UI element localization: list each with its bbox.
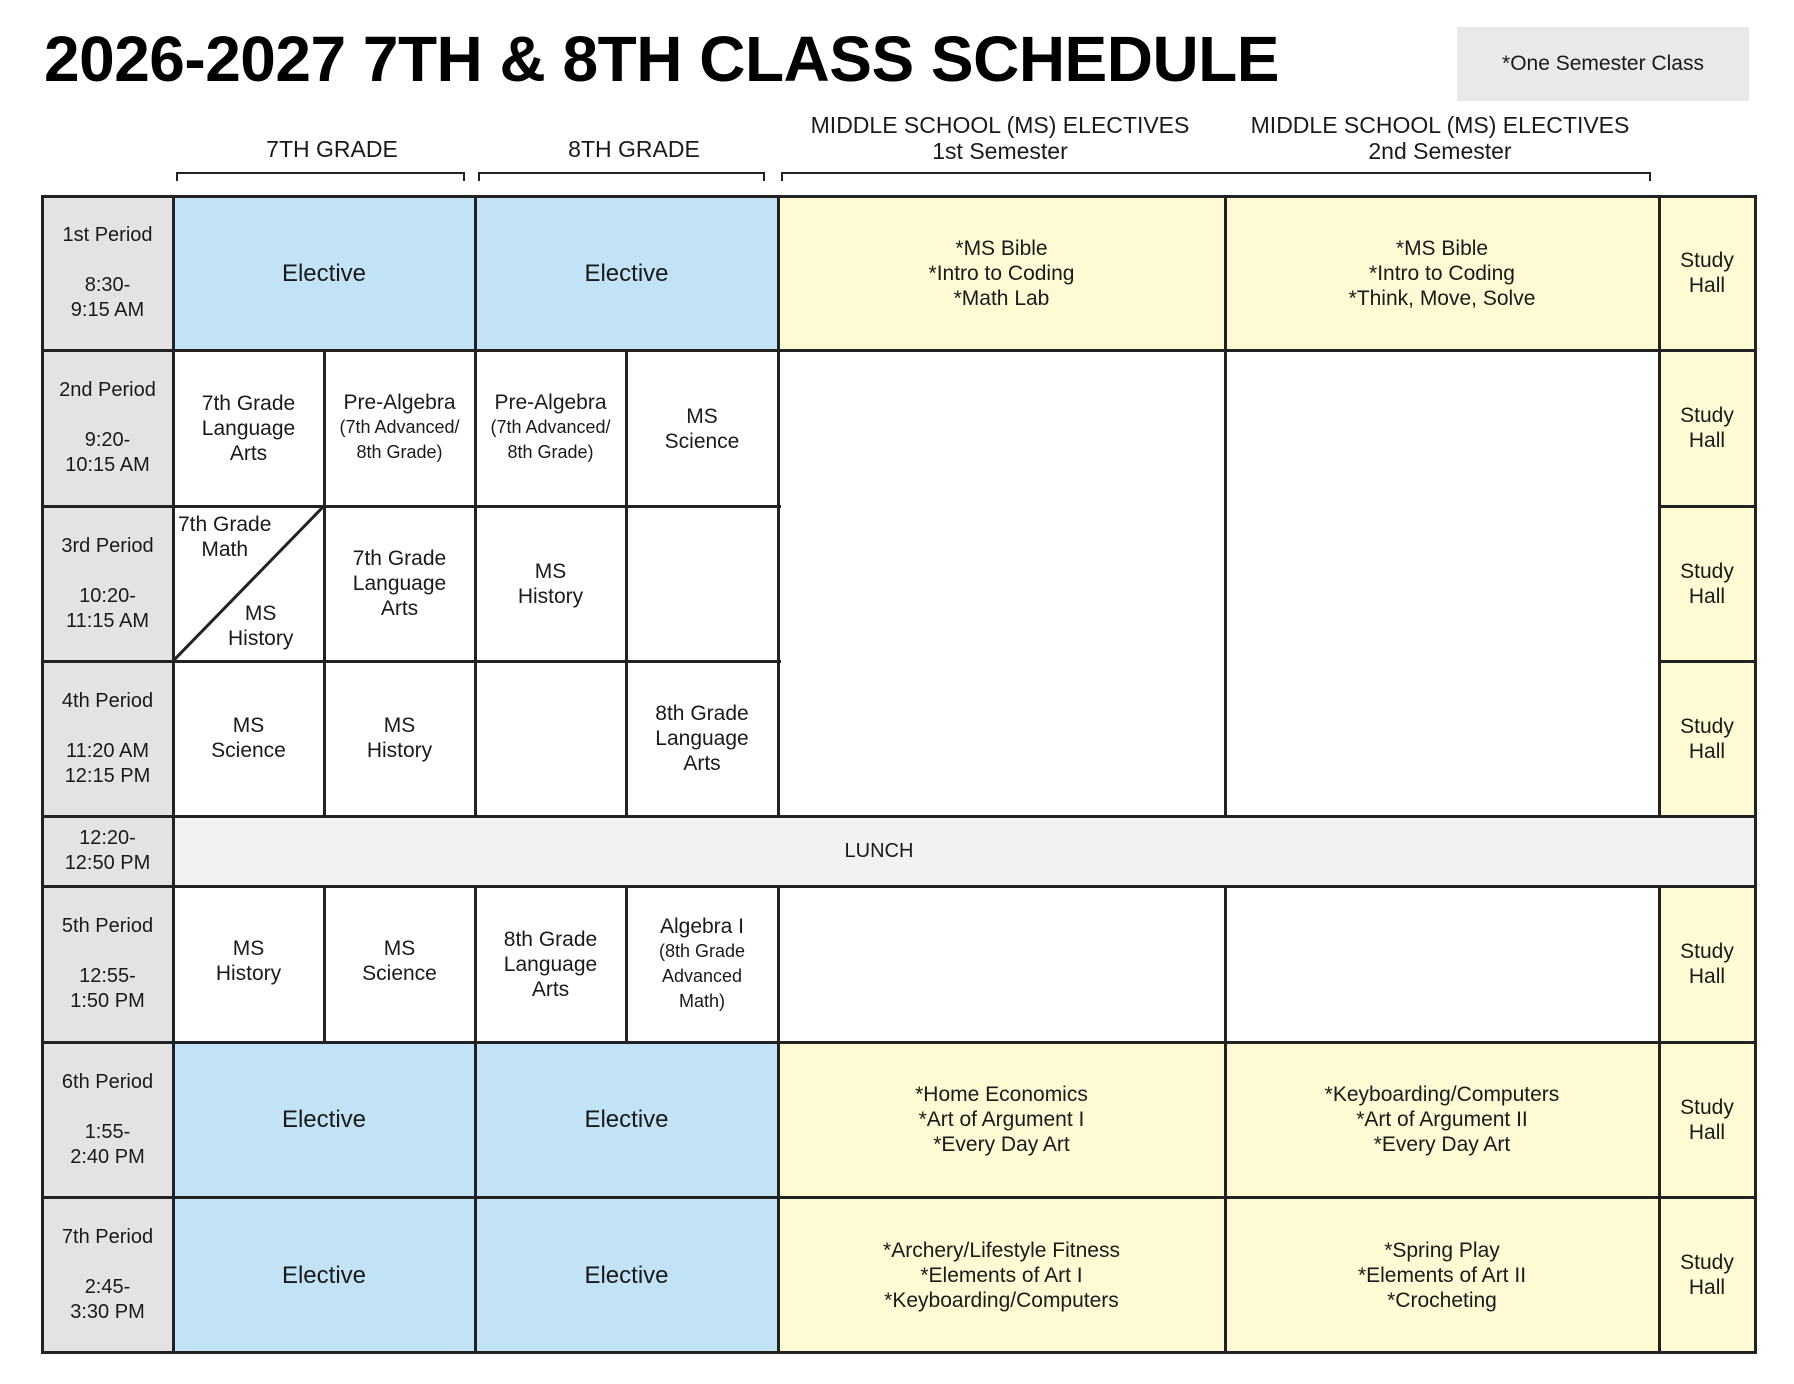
period-label-1: 1st Period 8:30- 9:15 AM xyxy=(42,196,173,350)
study-hall-p1: Study Hall xyxy=(1659,196,1755,350)
grid-line xyxy=(474,885,477,1354)
ms-electives-sem2-p6: *Keyboarding/Computers *Art of Argument II *Every Day Art xyxy=(1225,1042,1659,1197)
grid-line xyxy=(777,885,780,1354)
p5-8th-algebra-1-title: Algebra I xyxy=(659,915,745,938)
p5-8th-algebra-1-sub: (8th Grade Advanced Math) xyxy=(658,941,746,1011)
study-hall-p5: Study Hall xyxy=(1659,886,1755,1042)
p4-8th-language-arts: 8th Grade Language Arts xyxy=(655,702,749,775)
elective-7th-p6: Elective xyxy=(173,1042,475,1197)
ms-electives-sem2-p1: *MS Bible *Intro to Coding *Think, Move, Solve xyxy=(1225,196,1659,350)
ms-electives-sem1-p7: *Archery/Lifestyle Fitness *Elements of Art I *Keyboarding/Computers xyxy=(778,1197,1225,1353)
grid-line xyxy=(777,195,780,817)
ms-electives-sem1-p1: *MS Bible *Intro to Coding *Math Lab xyxy=(778,196,1225,350)
header-8th-grade: 8TH GRADE xyxy=(568,136,700,162)
grid-line xyxy=(41,815,1757,818)
grid-line xyxy=(172,195,175,1354)
study-hall-p7: Study Hall xyxy=(1659,1197,1755,1353)
grid-line xyxy=(41,1351,1757,1354)
elective-8th-p1: Elective xyxy=(475,196,778,350)
lunch-row: LUNCH xyxy=(173,816,1755,886)
grid-line xyxy=(41,1041,1757,1044)
p2-7th-pre-algebra-sub: (7th Advanced/ 8th Grade) xyxy=(339,417,460,462)
header-ms-electives-sem2: MIDDLE SCHOOL (MS) ELECTIVES 2nd Semester xyxy=(1250,112,1630,164)
grid-line xyxy=(1224,885,1227,1354)
bracket-7th-grade xyxy=(176,172,465,181)
grid-line xyxy=(41,195,44,1354)
study-hall-p4: Study Hall xyxy=(1659,661,1755,816)
header-7th-grade: 7TH GRADE xyxy=(266,136,398,162)
grid-line xyxy=(474,195,477,817)
study-hall-p3: Study Hall xyxy=(1659,506,1755,661)
grid-line xyxy=(41,349,1757,352)
period-label-6: 6th Period 1:55- 2:40 PM xyxy=(42,1042,173,1197)
bracket-8th-grade xyxy=(478,172,765,181)
period-label-lunch: 12:20- 12:50 PM xyxy=(42,816,173,886)
grid-line xyxy=(41,195,1757,198)
period-label-5: 5th Period 12:55- 1:50 PM xyxy=(42,886,173,1042)
period-label-2: 2nd Period 9:20- 10:15 AM xyxy=(42,350,173,506)
p2-8th-ms-science: MS Science xyxy=(664,405,740,453)
p3-7th-grade-math: 7th Grade Math xyxy=(178,513,272,561)
p5-8th-algebra-1 xyxy=(626,886,778,1042)
semester-note: *One Semester Class xyxy=(1457,27,1749,101)
p5-8th-language-arts: 8th Grade Language Arts xyxy=(503,927,598,1001)
elective-8th-p7: Elective xyxy=(475,1197,778,1353)
grid-line xyxy=(41,505,781,508)
grid-line xyxy=(625,349,628,817)
grid-line xyxy=(1658,195,1661,817)
bracket-ms-electives xyxy=(781,172,1651,181)
grid-line xyxy=(1658,505,1757,508)
p3-8th-ms-history: MS History xyxy=(517,559,584,608)
grid-line xyxy=(1754,195,1757,1354)
p2-7th-language-arts: 7th Grade Language Arts xyxy=(201,391,296,465)
p3-7th-ms-history: MS History xyxy=(228,602,294,650)
period-label-3: 3rd Period 10:20- 11:15 AM xyxy=(42,506,173,661)
grid-line xyxy=(323,885,326,1042)
p2-7th-pre-algebra xyxy=(324,350,475,506)
grid-line xyxy=(323,349,326,817)
p2-8th-pre-algebra-sub: (7th Advanced/ 8th Grade) xyxy=(490,417,611,462)
p5-7th-ms-science: MS Science xyxy=(362,937,437,985)
p5-7th-ms-history: MS History xyxy=(215,937,282,985)
p3-split-diagonal xyxy=(173,506,324,661)
study-hall-p6: Study Hall xyxy=(1659,1042,1755,1197)
grid-line xyxy=(1658,660,1757,663)
study-hall-p2: Study Hall xyxy=(1659,350,1755,506)
grid-line xyxy=(1658,885,1661,1354)
ms-electives-sem1-p6: *Home Economics *Art of Argument I *Every Day Art xyxy=(778,1042,1225,1197)
grid-line xyxy=(41,660,781,663)
grid-line xyxy=(625,885,628,1042)
p2-7th-pre-algebra-title: Pre-Algebra xyxy=(343,391,456,414)
ms-electives-sem2-p7: *Spring Play *Elements of Art II *Crocheting xyxy=(1225,1197,1659,1353)
elective-7th-p1: Elective xyxy=(173,196,475,350)
p3-7th-language-arts: 7th Grade Language Arts xyxy=(352,547,447,620)
page-title: 2026-2027 7TH & 8TH CLASS SCHEDULE xyxy=(44,23,1279,95)
p4-7th-ms-history: MS History xyxy=(366,714,433,762)
grid-line xyxy=(41,1196,1757,1199)
p2-8th-pre-algebra xyxy=(475,350,626,506)
p2-8th-pre-algebra-title: Pre-Algebra xyxy=(494,391,607,414)
elective-8th-p6: Elective xyxy=(475,1042,778,1197)
elective-7th-p7: Elective xyxy=(173,1197,475,1353)
period-label-7: 7th Period 2:45- 3:30 PM xyxy=(42,1197,173,1353)
grid-line xyxy=(41,885,1757,888)
p4-7th-ms-science: MS Science xyxy=(211,714,286,762)
grid-line xyxy=(1224,195,1227,817)
period-label-4: 4th Period 11:20 AM 12:15 PM xyxy=(42,661,173,816)
header-ms-electives-sem1: MIDDLE SCHOOL (MS) ELECTIVES 1st Semester xyxy=(810,112,1190,164)
